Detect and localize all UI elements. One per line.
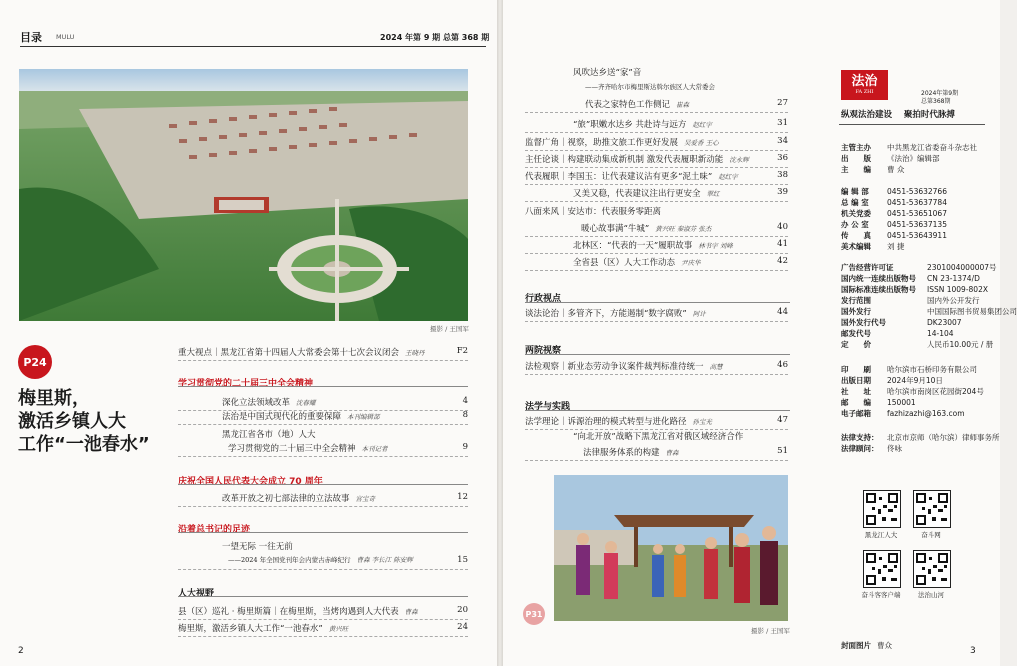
toc-entry-title: 改革开放之初七部法律的立法故事: [222, 494, 350, 504]
feature-headline-line1: 梅里斯，: [18, 388, 90, 409]
masthead-key: 主管主办: [841, 143, 871, 152]
masthead-entry: [841, 186, 947, 197]
toc-entry-page: 36: [777, 153, 788, 163]
aerial-photo: [19, 69, 468, 321]
toc-entry-title: 代表之家特色工作侧记: [585, 100, 671, 110]
toc-entry-rule: [525, 460, 788, 461]
toc-entry[interactable]: [525, 415, 712, 427]
toc-entry-author: 吴爱香 王心: [684, 138, 719, 147]
masthead-value: 北京市京师（哈尔滨）律师事务所: [887, 433, 1000, 442]
masthead-value: 佟咏: [887, 444, 902, 453]
masthead-key: 办 公 室: [841, 220, 869, 229]
toc-entry[interactable]: [525, 360, 723, 372]
masthead-key: 法律顾问：: [841, 444, 879, 453]
toc-entry-title: 法治是中国式现代化的重要保障: [222, 412, 342, 422]
masthead-value: 0451-53632766: [887, 187, 947, 196]
toc-entry[interactable]: [573, 430, 743, 442]
slogan: 纵观法治建设 聚拍时代脉搏: [841, 110, 955, 120]
section-rule: [178, 386, 468, 387]
masthead-value: CN 23-1374/D: [927, 274, 980, 283]
toc-entry-rule: [525, 374, 788, 375]
logo-issue-a: 2024年第9期: [921, 90, 959, 97]
toc-entry-rule: [525, 150, 788, 151]
masthead-value: DK23007: [927, 318, 962, 327]
toc-entry[interactable]: [525, 205, 661, 217]
toc-section-heading: 两院视察: [525, 346, 562, 356]
toc-entry-page: 24: [457, 622, 468, 632]
toc-entry-rule: [525, 112, 788, 113]
toc-entry[interactable]: [525, 153, 749, 165]
toc-entry[interactable]: [222, 396, 316, 408]
masthead-entry: [841, 153, 940, 164]
toc-entry-author: 赵红宇: [692, 120, 712, 129]
toc-sub: MULU: [56, 33, 75, 41]
toc-entry[interactable]: [222, 492, 375, 504]
masthead-key: 美术编辑: [841, 242, 871, 251]
feature-headline-line2: 激活乡镇人大: [18, 411, 126, 432]
toc-entry-rule: [178, 506, 468, 507]
feature-page-badge: P24: [18, 345, 52, 379]
toc-entry[interactable]: [585, 98, 689, 110]
toc-entry-title: 县（区）巡礼 · 梅里斯篇｜在梅里斯，当烤肉遇到人大代表: [178, 607, 399, 617]
toc-entry[interactable]: [222, 540, 293, 552]
toc-entry-page: 4: [462, 396, 468, 406]
masthead-entry: [841, 375, 943, 386]
toc-section-heading: 人大视野: [178, 589, 215, 599]
masthead-entry: [841, 164, 904, 175]
masthead-key: 国内统一连续出版物号: [841, 274, 916, 283]
toc-entry-title: 全省县（区）人大工作动态: [573, 258, 676, 268]
masthead-entry: [841, 328, 954, 339]
toc-entry-author: 黄兴旺 秦淑芬 张杰: [655, 224, 712, 233]
masthead-key: 定 价: [841, 340, 871, 349]
toc-entry-title: 重大视点｜黑龙江省第十四届人大常委会第十七次会议闭会: [178, 348, 400, 358]
qr-code[interactable]: [913, 490, 951, 528]
toc-entry-author: 本刊编辑部: [347, 412, 380, 421]
masthead-value: 《法治》编辑部: [887, 154, 940, 163]
masthead-value: 曹 众: [887, 165, 905, 174]
toc-entry-page: 39: [777, 187, 788, 197]
toc-entry-author: 赵红宇: [718, 172, 738, 181]
qr-code-label: 黑龙江人大: [864, 531, 898, 539]
toc-entry-title: “旅”职嫩水达乡 共赴诗与远方: [573, 120, 687, 130]
qr-code-label: 法治山河: [918, 591, 944, 599]
toc-entry[interactable]: [573, 239, 733, 251]
section-rule: [178, 596, 468, 597]
masthead-key: 发行范围: [841, 296, 871, 305]
masthead-value: fazhizazhi@163.com: [887, 409, 965, 418]
masthead-value: 国内外公开发行: [927, 296, 980, 305]
masthead-entry: [841, 443, 902, 454]
qr-code[interactable]: [863, 550, 901, 588]
right-photo-credit: 摄影 / 王国军: [751, 627, 790, 635]
masthead-key: 社 址: [841, 387, 871, 396]
toc-entry-rule: [525, 321, 788, 322]
masthead-entry: [841, 339, 993, 350]
toc-entry-page: F2: [456, 346, 468, 356]
toc-entry-author: 尹庆华: [681, 258, 701, 267]
masthead-value: 0451-53637784: [887, 198, 947, 207]
masthead-entry: [841, 208, 947, 219]
section-rule: [525, 410, 790, 411]
toc-entry[interactable]: [573, 187, 720, 199]
toc-entry[interactable]: [178, 622, 348, 634]
toc-entry-author: 孙宝光: [692, 417, 713, 426]
toc-entry-title: 八面来风｜安达市：代表服务零距离: [525, 207, 662, 217]
toc-entry-page: 40: [777, 222, 788, 232]
masthead-value: 0451-53637135: [887, 220, 947, 229]
masthead-key: 国际标准连续出版物号: [841, 285, 916, 294]
toc-section-heading: 庆祝全国人民代表大会成立 70 周年: [178, 477, 323, 487]
masthead-entry: [841, 317, 962, 328]
toc-entry-author: 本刊记者: [361, 444, 388, 453]
right-page: [503, 0, 1017, 666]
masthead-entry: [841, 364, 977, 375]
toc-entry[interactable]: [583, 446, 679, 458]
masthead-key: 主 编: [841, 165, 871, 174]
masthead-entry: [841, 432, 1000, 443]
section-rule: [525, 354, 790, 355]
folk-dance-photo: [554, 475, 788, 621]
toc-entry-title: 学习贯彻党的二十届三中全会精神: [228, 444, 356, 454]
toc-entry-title: 梅里斯，激活乡镇人大工作“一池春水”: [178, 624, 323, 634]
toc-entry[interactable]: [573, 66, 641, 78]
masthead-key: 出版日期: [841, 376, 871, 385]
toc-entry-author: 沈春耀: [296, 398, 316, 407]
masthead-value: ISSN 1009-802X: [927, 285, 988, 294]
masthead-key: 机关党委: [841, 209, 871, 218]
masthead-key: 广告经营许可证: [841, 263, 894, 272]
toc-section-heading: 法学与实践: [525, 402, 571, 412]
toc-entry-page: 41: [777, 239, 788, 249]
toc-entry[interactable]: [222, 410, 380, 422]
section-rule: [525, 302, 790, 303]
toc-entry-page: 12: [457, 492, 468, 502]
magazine-logo: [841, 70, 888, 100]
toc-entry-page: 9: [462, 442, 468, 452]
right-page-number: 3: [970, 646, 976, 656]
masthead-entry: [841, 295, 980, 306]
masthead-key: 邮发代号: [841, 329, 871, 338]
masthead-entry: [841, 408, 965, 419]
masthead-key: 国外发行代号: [841, 318, 886, 327]
photo-page-badge: P31: [523, 603, 545, 625]
masthead-value: 0451-53651067: [887, 209, 947, 218]
toc-entry-rule: [178, 424, 468, 425]
toc-entry[interactable]: [178, 605, 418, 617]
toc-entry-title: 法检观察｜新业态劳动争议案件裁判标准待统一: [525, 362, 704, 372]
toc-entry-page: 42: [777, 256, 788, 266]
masthead-value: 中国国际图书贸易集团公司: [927, 307, 1017, 316]
toc-entry-rule: [525, 184, 788, 185]
masthead-entry: [841, 197, 947, 208]
masthead-key: 电子邮箱: [841, 409, 871, 418]
masthead-value: 哈尔滨市石桥印务有限公司: [887, 365, 977, 374]
toc-entry-page: 51: [777, 446, 788, 456]
masthead-entry: [841, 306, 1017, 317]
toc-entry-page: 15: [457, 555, 468, 565]
toc-entry-rule: [178, 569, 468, 570]
qr-code[interactable]: [913, 550, 951, 588]
cover-credit-key: 封面图片: [841, 641, 871, 650]
toc-entry-page: 8: [462, 410, 468, 420]
masthead-value: 中共黑龙江省委奋斗杂志社: [887, 143, 977, 152]
toc-entry-page: 47: [777, 415, 788, 425]
left-page: [0, 0, 497, 666]
toc-section-heading: 学习贯彻党的二十届三中全会精神: [178, 379, 314, 389]
section-rule: [178, 532, 468, 533]
toc-entry-author: 阿计: [692, 309, 706, 318]
toc-entry-rule: [525, 236, 788, 237]
toc-entry-title: 又美又稳，代表建议注出行更安全: [573, 189, 701, 199]
toc-entry-title: 主任论谈｜构建联动集成新机制 激发代表履职新动能: [525, 155, 724, 165]
header-rule: [20, 46, 486, 47]
toc-entry-title: 风吹达乡送“家”音: [573, 68, 642, 78]
masthead-entry: [841, 262, 997, 273]
toc-entry-page: 31: [777, 118, 788, 128]
masthead-entry: [841, 273, 980, 284]
toc-section-heading: 沿着总书记的足迹: [178, 525, 251, 535]
toc-entry-page: 34: [777, 136, 788, 146]
logo-issue-b: 总第368期: [921, 98, 951, 105]
toc-entry-author: 王晓丹: [405, 348, 425, 357]
masthead-key: 法律支持：: [841, 433, 879, 442]
toc-entry-rule: [178, 360, 468, 361]
masthead-value: 人民币10.00元 / 册: [927, 340, 994, 349]
toc-entry[interactable]: [581, 222, 711, 234]
masthead-key: 国外发行: [841, 307, 871, 316]
toc-title: 目录: [20, 31, 42, 44]
toc-entry-rule: [525, 270, 788, 271]
qr-code[interactable]: [863, 490, 901, 528]
toc-entry-author: 曹森 李长江 陈安辉: [356, 556, 413, 564]
toc-entry-rule: [178, 456, 468, 457]
toc-entry-title: 深化立法领域改革: [222, 398, 291, 408]
toc-entry-rule: [525, 167, 788, 168]
toc-entry-title: 谈法论治｜多管齐下，方能遏制“数字腐败”: [525, 309, 687, 319]
masthead-value: 150001: [887, 398, 916, 407]
toc-entry-rule: [178, 619, 468, 620]
toc-entry-rule: [178, 636, 468, 637]
toc-entry-page: 27: [777, 98, 788, 108]
toc-entry[interactable]: [573, 118, 712, 130]
toc-entry[interactable]: [228, 442, 388, 454]
toc-entry-page: 44: [777, 307, 788, 317]
issue-number: 2024 年第 9 期 总第 368 期: [380, 32, 490, 42]
toc-entry-author: 宫宝奇: [355, 494, 376, 503]
toc-entry-title: 法律服务体系的构建: [583, 448, 660, 458]
logo-pinyin: FA ZHI: [855, 89, 874, 95]
toc-entry-title: 法学理论｜诉源治理的模式转型与进化路径: [525, 417, 687, 427]
toc-entry-author: 林书宇 刘峰: [698, 241, 733, 250]
masthead-entry: [841, 219, 947, 230]
toc-entry-page: 38: [777, 170, 788, 180]
toc-header: [20, 30, 74, 44]
masthead-entry: [841, 397, 916, 408]
feature-headline-line3: 工作“一池春水”: [18, 434, 150, 455]
toc-entry[interactable]: [525, 136, 719, 148]
masthead-entry: [841, 142, 977, 153]
toc-entry-page: 46: [777, 360, 788, 370]
feature-headline: [18, 387, 150, 456]
logo-text: 法治: [851, 74, 878, 89]
toc-entry-title: 暖心故事满“牛城”: [581, 224, 650, 234]
toc-entry-title: 一望无际 一往无前: [222, 542, 293, 552]
masthead-entry: [841, 284, 988, 295]
masthead-value: 2301004000007号: [927, 263, 997, 272]
toc-entry[interactable]: [585, 82, 715, 91]
toc-entry[interactable]: [222, 428, 316, 440]
cover-credit: [841, 640, 892, 651]
toc-entry-title: ——齐齐哈尔市梅里斯达斡尔族区人大常委会: [585, 83, 715, 91]
toc-entry-title: 黑龙江省各市（地）人大: [222, 430, 316, 440]
toc-entry-title: ——2024 年全国党刊年会内蒙古赤峰纪行: [228, 556, 351, 564]
toc-entry-author: 翠红: [706, 189, 720, 198]
toc-entry[interactable]: [525, 170, 738, 182]
masthead-value: 2024年9月10日: [887, 376, 943, 385]
masthead-key: 编 辑 部: [841, 187, 869, 196]
toc-entry-author: 沈永辉: [729, 155, 749, 164]
qr-code-label: 奋斗网: [921, 531, 941, 539]
toc-entry-author: 崔森: [676, 100, 690, 109]
section-rule: [178, 484, 468, 485]
toc-entry-author: 曹森: [404, 607, 418, 616]
masthead-key: 总 编 室: [841, 198, 869, 207]
masthead-rule: [839, 124, 985, 125]
toc-entry-rule: [525, 201, 788, 202]
toc-section-heading: 行政视点: [525, 294, 562, 304]
masthead-key: 邮 编: [841, 398, 871, 407]
toc-entry-title: 监督广角｜视察，助推文旅工作更好发展: [525, 138, 679, 148]
toc-entry-author: 黄兴旺: [328, 624, 349, 633]
masthead-key: 出 版: [841, 154, 871, 163]
toc-entry-title: “向北开放”战略下黑龙江省对俄区域经济合作: [573, 432, 744, 442]
masthead-value: 刘 捷: [887, 242, 905, 251]
masthead-value: 哈尔滨市南岗区花园街204号: [887, 387, 984, 396]
masthead-value: 14-104: [927, 329, 954, 338]
toc-entry[interactable]: [178, 346, 425, 358]
toc-entry[interactable]: [525, 307, 706, 319]
toc-entry-rule: [525, 253, 788, 254]
masthead-value: 0451-53643911: [887, 231, 947, 240]
masthead-entry: [841, 230, 947, 241]
toc-entry[interactable]: [228, 555, 413, 564]
masthead-key: 印 刷: [841, 365, 871, 374]
qr-code-label: 奋斗客客户端: [861, 591, 901, 599]
toc-entry-rule: [525, 132, 788, 133]
toc-entry-author: 曹森: [665, 448, 679, 457]
toc-entry-title: 北林区：“代表的一天”履职故事: [573, 241, 693, 251]
toc-entry-author: 高慧: [709, 362, 723, 371]
masthead-entry: [841, 386, 984, 397]
toc-entry-page: 20: [457, 605, 468, 615]
toc-entry-title: 代表履职｜李国玉：让代表建议沾有更多“泥土味”: [525, 172, 713, 182]
left-page-number: 2: [18, 646, 24, 656]
masthead-entry: [841, 241, 904, 252]
cover-credit-value: 曹众: [877, 641, 892, 650]
toc-entry[interactable]: [573, 256, 701, 268]
left-photo-credit: 摄影 / 王国军: [430, 325, 469, 333]
masthead-key: 传 真: [841, 231, 871, 240]
